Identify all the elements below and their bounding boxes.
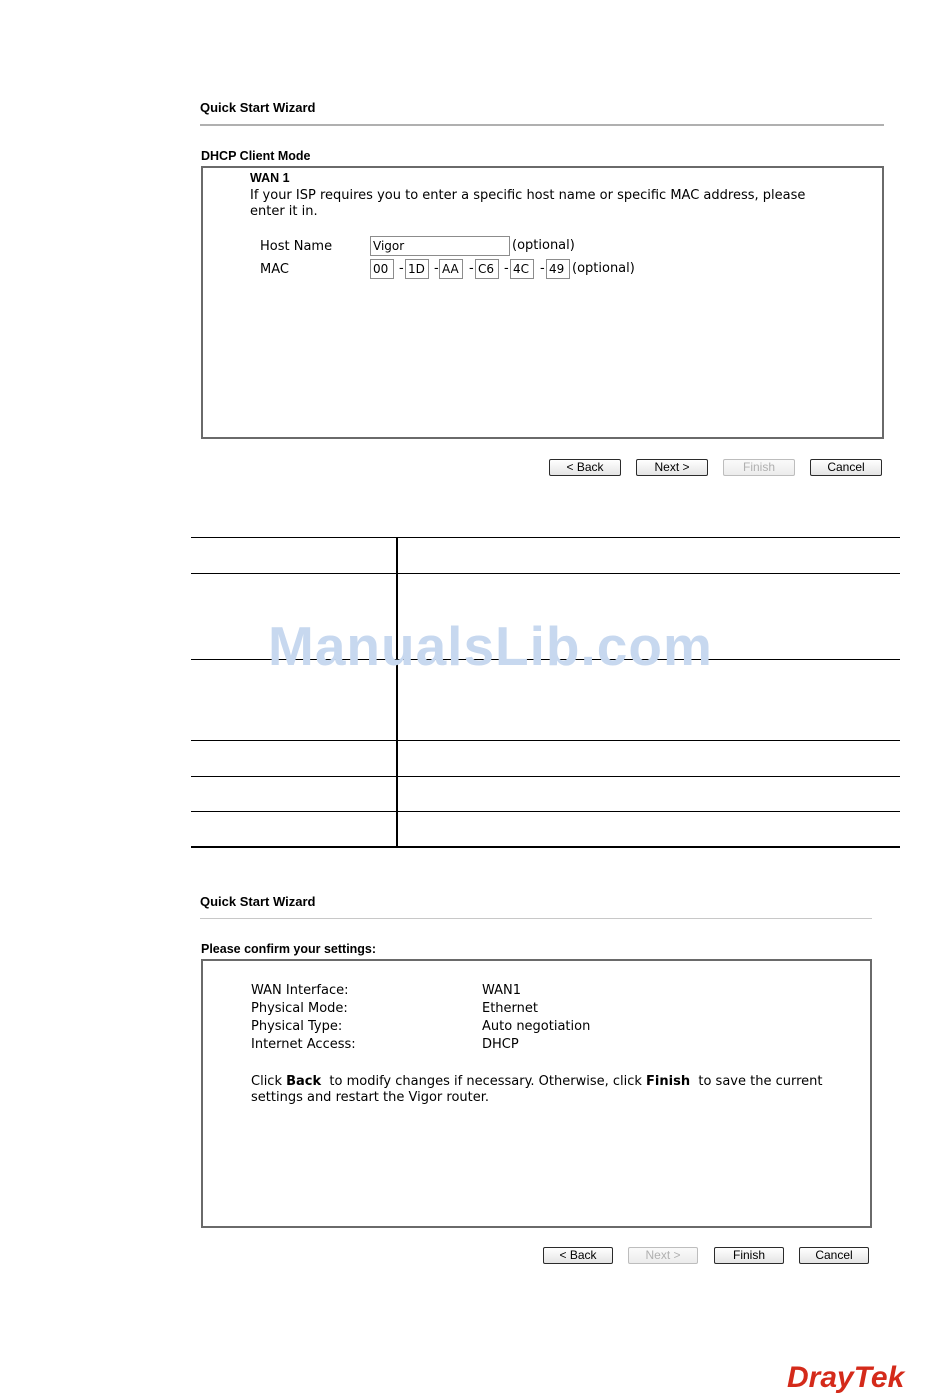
mac-octet-1[interactable]: 00 (370, 259, 394, 279)
mac-octet-3[interactable]: AA (439, 259, 463, 279)
note-text: Click (251, 1074, 287, 1089)
table-column-divider (396, 537, 398, 847)
host-name-label: Host Name (260, 239, 333, 254)
mac-separator: - (399, 261, 404, 276)
note-text: to modify changes if necessary. Otherwise, click (321, 1074, 647, 1089)
table-top-border (191, 537, 900, 538)
cancel-button[interactable]: Cancel (799, 1247, 869, 1264)
table-row-divider (191, 776, 900, 777)
wizard1-section-title: DHCP Client Mode (201, 149, 311, 163)
next-button-disabled: Next > (628, 1247, 698, 1264)
cancel-button[interactable]: Cancel (810, 459, 882, 476)
wizard2-title: Quick Start Wizard (200, 894, 316, 909)
mac-hint: (optional) (572, 261, 635, 276)
draytek-logo: DrayTek (787, 1361, 905, 1394)
wizard2-section-title: Please confirm your settings: (201, 942, 377, 956)
mac-separator: - (469, 261, 474, 276)
finish-button-disabled: Finish (723, 459, 795, 476)
mac-octet-5[interactable]: 4C (510, 259, 534, 279)
table-row-divider (191, 740, 900, 741)
mac-separator: - (540, 261, 545, 276)
confirm-note-line2: settings and restart the Vigor router. (251, 1090, 490, 1105)
table-row-divider (191, 811, 900, 812)
summary-value-physical-mode: Ethernet (482, 1001, 538, 1016)
watermark: ManualsLib.com (268, 615, 713, 677)
summary-label-physical-type: Physical Type: (251, 1019, 343, 1034)
next-button[interactable]: Next > (636, 459, 708, 476)
mac-octet-2[interactable]: 1D (405, 259, 429, 279)
summary-value-wan-interface: WAN1 (482, 983, 522, 998)
summary-value-physical-type: Auto negotiation (482, 1019, 591, 1034)
host-name-input[interactable]: Vigor (370, 236, 510, 256)
wan-label: WAN 1 (250, 171, 290, 185)
host-name-hint: (optional) (512, 238, 575, 253)
wizard1-title: Quick Start Wizard (200, 100, 316, 115)
note-back-keyword: Back (286, 1074, 322, 1089)
instructions-line2: enter it in. (250, 204, 318, 219)
mac-separator: - (504, 261, 509, 276)
table-bottom-border (191, 846, 900, 848)
instructions-line1: If your ISP requires you to enter a specific host name or specific MAC address, please (250, 188, 806, 203)
mac-label: MAC (260, 262, 289, 277)
mac-octet-6[interactable]: 49 (546, 259, 570, 279)
wizard2-title-divider (200, 918, 872, 919)
mac-separator: - (434, 261, 439, 276)
summary-label-internet-access: Internet Access: (251, 1037, 356, 1052)
summary-value-internet-access: DHCP (482, 1037, 519, 1052)
summary-label-physical-mode: Physical Mode: (251, 1001, 348, 1016)
summary-label-wan-interface: WAN Interface: (251, 983, 349, 998)
confirm-note-line1 (251, 1074, 822, 1090)
mac-octet-4[interactable]: C6 (475, 259, 499, 279)
table-row-divider (191, 573, 900, 574)
wizard1-title-divider (200, 124, 884, 126)
note-text: to save the current (690, 1074, 823, 1089)
back-button[interactable]: < Back (543, 1247, 613, 1264)
finish-button[interactable]: Finish (714, 1247, 784, 1264)
note-finish-keyword: Finish (646, 1074, 691, 1089)
back-button[interactable]: < Back (549, 459, 621, 476)
